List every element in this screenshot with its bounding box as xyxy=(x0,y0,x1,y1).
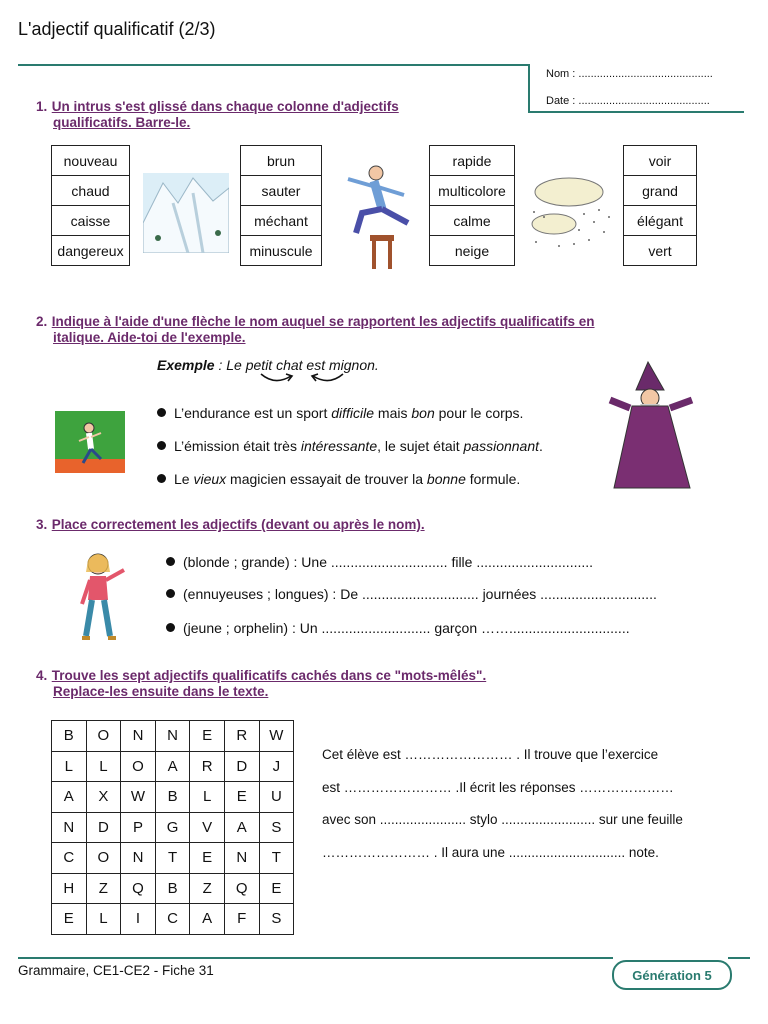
grid-cell[interactable]: D xyxy=(224,751,259,782)
grid-cell[interactable]: S xyxy=(259,812,294,843)
sentence-text: , le sujet était xyxy=(377,438,464,454)
grid-cell[interactable]: Z xyxy=(86,873,121,904)
grid-cell[interactable]: G xyxy=(155,812,190,843)
fill-text-line-1[interactable]: Cet élève est …………………… . Il trouve que l’exercice xyxy=(322,747,659,762)
grid-cell[interactable]: J xyxy=(259,751,294,782)
bullet-icon xyxy=(166,623,175,632)
grid-cell[interactable]: I xyxy=(121,904,156,935)
q4-line1: Trouve les sept adjectifs qualificatifs cachés dans ce "mots-mêlés". xyxy=(51,668,487,683)
sentence-text: magicien essayait de trouver la xyxy=(226,471,427,487)
grid-cell[interactable]: Q xyxy=(121,873,156,904)
q2-heading xyxy=(36,313,595,331)
grid-cell[interactable]: D xyxy=(86,812,121,843)
adjective-cell[interactable]: méchant xyxy=(241,206,322,236)
sentence-text: Le xyxy=(174,471,194,487)
grid-cell[interactable]: P xyxy=(121,812,156,843)
grid-cell[interactable]: A xyxy=(190,904,225,935)
exercise-item-2[interactable] xyxy=(166,586,657,602)
sentence-text: L’émission était très xyxy=(174,438,301,454)
q1-line1: Un intrus s'est glissé dans chaque colonne d'adjectifs xyxy=(51,99,399,114)
grid-cell[interactable]: W xyxy=(259,721,294,752)
adjective-cell[interactable]: nouveau xyxy=(52,146,130,176)
grid-cell[interactable]: L xyxy=(52,751,87,782)
grid-cell[interactable]: N xyxy=(121,843,156,874)
italic-adjective[interactable]: bon xyxy=(411,405,435,421)
grid-cell[interactable]: U xyxy=(259,782,294,813)
grid-cell[interactable]: B xyxy=(52,721,87,752)
q4-number: 4. xyxy=(36,668,48,683)
avalanche-illustration xyxy=(143,173,229,253)
jumping-boy-illustration xyxy=(340,163,420,271)
adjective-column-1 xyxy=(51,145,130,266)
grid-cell[interactable]: R xyxy=(224,721,259,752)
adjective-column-2 xyxy=(240,145,322,266)
sentence-2 xyxy=(157,438,543,454)
adjective-cell[interactable]: multicolore xyxy=(430,176,515,206)
exercise-item-1[interactable] xyxy=(166,554,593,570)
italic-adjective[interactable]: bonne xyxy=(426,471,466,487)
grid-cell[interactable]: E xyxy=(190,721,225,752)
q3-line1: Place correctement les adjectifs (devant ou après le nom). xyxy=(51,517,425,532)
grid-cell[interactable]: R xyxy=(190,751,225,782)
grid-cell[interactable]: H xyxy=(52,873,87,904)
grid-cell[interactable]: O xyxy=(86,721,121,752)
sentence-text: L’endurance est un sport xyxy=(174,405,332,421)
q1-heading xyxy=(36,98,399,116)
q4-heading xyxy=(36,667,486,685)
bullet-icon xyxy=(166,557,175,566)
q2-line2: italique. Aide-toi de l'exemple. xyxy=(53,330,246,345)
exercise-item-3[interactable] xyxy=(166,620,630,636)
grid-cell[interactable]: N xyxy=(155,721,190,752)
q1-line2: qualificatifs. Barre-le. xyxy=(53,115,191,130)
publisher-badge: Génération 5 xyxy=(612,960,732,990)
adjective-cell[interactable]: élégant xyxy=(624,206,697,236)
grid-cell[interactable]: O xyxy=(121,751,156,782)
wizard-illustration xyxy=(600,360,704,492)
sentence-1 xyxy=(157,405,523,421)
q1-number: 1. xyxy=(36,99,48,114)
grid-cell[interactable]: L xyxy=(86,904,121,935)
grid-cell[interactable]: B xyxy=(155,782,190,813)
footer-rule-end xyxy=(728,957,750,959)
sentence-text: mais xyxy=(374,405,412,421)
italic-adjective[interactable]: vieux xyxy=(193,471,227,487)
page-title: L'adjectif qualificatif (2/3) xyxy=(18,19,216,39)
grid-cell[interactable]: Q xyxy=(224,873,259,904)
sentence-text: formule. xyxy=(465,471,521,487)
grid-cell[interactable]: C xyxy=(155,904,190,935)
italic-adjective[interactable]: intéressante xyxy=(300,438,378,454)
grid-cell[interactable]: N xyxy=(52,812,87,843)
adjective-cell[interactable]: neige xyxy=(430,236,515,266)
adjective-cell[interactable]: rapide xyxy=(430,146,515,176)
name-field[interactable]: Nom : ............................................ xyxy=(546,68,713,80)
grid-cell[interactable]: A xyxy=(224,812,259,843)
q2-line1: Indique à l'aide d'une flèche le nom auquel se rapportent les adjectifs qualificatifs en xyxy=(51,314,595,329)
grid-cell[interactable]: A xyxy=(155,751,190,782)
grid-cell[interactable]: N xyxy=(224,843,259,874)
adjective-cell[interactable]: brun xyxy=(241,146,322,176)
grid-cell[interactable]: C xyxy=(52,843,87,874)
adjective-cell[interactable]: minuscule xyxy=(241,236,322,266)
sentence-text: . xyxy=(539,438,543,454)
example-text: Le petit chat est mignon. xyxy=(226,357,379,373)
grid-cell[interactable]: T xyxy=(259,843,294,874)
runner-illustration xyxy=(55,411,125,473)
grid-cell[interactable]: L xyxy=(86,751,121,782)
grid-cell[interactable]: E xyxy=(224,782,259,813)
adjective-column-4 xyxy=(623,145,697,266)
q2-number: 2. xyxy=(36,314,48,329)
grid-cell[interactable]: X xyxy=(86,782,121,813)
example-separator: : xyxy=(214,357,227,373)
footer-rule xyxy=(18,957,613,959)
date-field[interactable]: Date : ........................................... xyxy=(546,95,710,107)
grid-cell[interactable]: Z xyxy=(190,873,225,904)
adjective-cell[interactable]: caisse xyxy=(52,206,130,236)
fill-text-line-4[interactable]: …………………… . Il aura une ............................... note. xyxy=(322,845,659,860)
bullet-icon xyxy=(157,474,166,483)
item-text: (blonde ; grande) : Une .............................. fille .............................. xyxy=(183,554,594,570)
grid-cell[interactable]: E xyxy=(190,843,225,874)
grid-cell[interactable]: E xyxy=(259,873,294,904)
sentence-text: pour le corps. xyxy=(434,405,524,421)
grid-cell[interactable]: O xyxy=(86,843,121,874)
word-search-grid xyxy=(51,720,294,935)
grid-cell[interactable]: W xyxy=(121,782,156,813)
italic-adjective[interactable]: difficile xyxy=(331,405,375,421)
footer-reference: Grammaire, CE1-CE2 - Fiche 31 xyxy=(18,963,214,978)
grid-cell[interactable]: F xyxy=(224,904,259,935)
adjective-cell[interactable]: voir xyxy=(624,146,697,176)
item-text: (jeune ; orphelin) : Un ............................ garçon ……............................... xyxy=(183,620,630,636)
example-label: Exemple xyxy=(157,357,215,373)
grid-cell[interactable]: S xyxy=(259,904,294,935)
grid-cell[interactable]: T xyxy=(155,843,190,874)
grid-cell[interactable]: N xyxy=(121,721,156,752)
example-arrows xyxy=(255,368,350,386)
grid-cell[interactable]: B xyxy=(155,873,190,904)
bullet-icon xyxy=(157,408,166,417)
grid-cell[interactable]: A xyxy=(52,782,87,813)
italic-adjective[interactable]: passionnant xyxy=(463,438,540,454)
q4-line2: Replace-les ensuite dans le texte. xyxy=(53,684,269,699)
adjective-cell[interactable]: chaud xyxy=(52,176,130,206)
q3-number: 3. xyxy=(36,517,48,532)
adjective-cell[interactable]: vert xyxy=(624,236,697,266)
q3-heading xyxy=(36,516,425,534)
bullet-icon xyxy=(157,441,166,450)
grid-cell[interactable]: E xyxy=(52,904,87,935)
girl-illustration xyxy=(72,550,136,646)
adjective-cell[interactable]: sauter xyxy=(241,176,322,206)
adjective-cell[interactable]: grand xyxy=(624,176,697,206)
adjective-cell[interactable]: calme xyxy=(430,206,515,236)
snow-cloud-illustration xyxy=(524,172,614,252)
fill-text-line-3[interactable]: avec son ....................... stylo ......................... sur une feuille xyxy=(322,812,683,827)
item-text: (ennuyeuses ; longues) : De .............................. journées .............................. xyxy=(183,586,657,602)
fill-text-line-2[interactable]: est …………………… .Il écrit les réponses ………………… xyxy=(322,780,674,795)
grid-cell[interactable]: V xyxy=(190,812,225,843)
sentence-3 xyxy=(157,471,520,487)
adjective-cell[interactable]: dangereux xyxy=(52,236,130,266)
grid-cell[interactable]: L xyxy=(190,782,225,813)
bullet-icon xyxy=(166,589,175,598)
adjective-column-3 xyxy=(429,145,515,266)
